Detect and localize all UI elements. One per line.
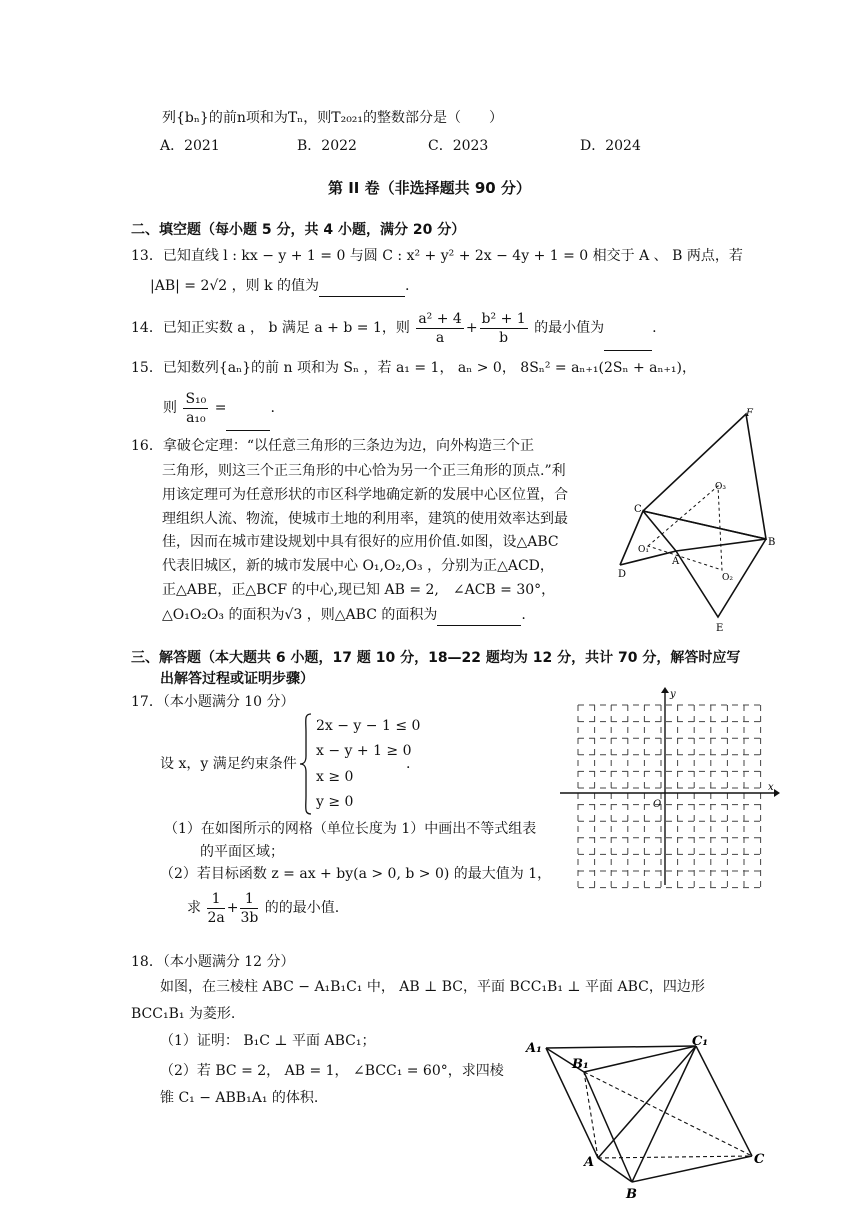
edge-a1c1 <box>546 1046 696 1048</box>
q15-fraction <box>183 390 208 427</box>
edge-ac1 <box>598 1046 696 1158</box>
label-a: A <box>672 556 680 567</box>
q16-text: △O₁O₂O₃ 的面积为√3 ，则△ABC 的面积为 <box>162 607 438 623</box>
napoleon-triangle-figure <box>610 400 780 640</box>
solve-heading-1: 三、解答题（本大题共 6 小题，17 题 10 分，18—22 题均为 12 分，共计 70 分，解答时应写 <box>131 650 741 666</box>
origin-label: O <box>653 799 662 810</box>
edge-c1c <box>696 1046 752 1156</box>
label-c1: C₁ <box>692 1034 709 1049</box>
q14-fraction-2 <box>480 310 528 347</box>
hidden-edge-ab1 <box>584 1072 598 1158</box>
q15-lead: 则 <box>163 400 177 416</box>
q18-line-2: BCC₁B₁ 为菱形. <box>131 1006 236 1022</box>
option-a: A．2021 <box>160 138 220 154</box>
q18-part2-line-1: （2）若 BC = 2， AB = 1， ∠BCC₁ = 60°，求四棱 <box>160 1063 504 1079</box>
q16-answer-blank <box>437 605 521 626</box>
q12-continuation: 列{bₙ}的前n项和为Tₙ，则T₂₀₂₁的整数部分是（ ） <box>162 110 504 126</box>
left-brace <box>298 712 314 816</box>
solve-heading-2: 出解答过程或证明步骤） <box>160 671 314 687</box>
q16-line-4: 理组织人流、物流，使城市土地的利用率，建筑的使用效率达到最 <box>162 511 568 527</box>
q16-line-6: 代表旧城区，新的城市发展中心 O₁,O₂,O₃ ，分别为正△ACD， <box>162 558 554 574</box>
q14-f1-numerator: a² + 4 <box>418 310 462 327</box>
q17-f2-numerator: 1 <box>240 890 258 909</box>
label-a1: A₁ <box>526 1041 542 1056</box>
q16-line-2: 三角形，则这三个正三角形的中心恰为另一个正三角形的顶点.”利 <box>162 463 566 479</box>
q17-part2-line-2: 求 $\frac{1}{2a}$ + $\frac{1}{3b}$ 的的最小值. <box>187 890 340 926</box>
q17-f2-denominator: 3b <box>240 909 259 926</box>
q16-line-8: △O₁O₂O₃ 的面积为√3 ，则△ABC 的面积为 . <box>162 605 526 626</box>
label-b: B <box>768 537 776 548</box>
q17-fraction-1 <box>207 890 224 927</box>
q17-part1-line-1: （1）在如图所示的网格（单位长度为 1）中画出不等式组表 <box>164 821 537 837</box>
q18-line-1: 如图，在三棱柱 ABC − A₁B₁C₁ 中， AB ⊥ BC，平面 BCC₁B₁ ⊥ 平面 ABC，四边形 <box>160 979 705 995</box>
q15-equals: = <box>214 400 227 416</box>
q17-lead: 设 x，y 满足约束条件 <box>160 756 297 772</box>
q15-line-2: 则 $\frac{\text{S₁₀}}{\text{a₁₀}}$ = . <box>163 386 275 430</box>
edge-bc1 <box>632 1046 696 1182</box>
triangle-bcf <box>643 414 766 539</box>
option-c: C．2023 <box>428 138 489 154</box>
constraint-4: y ≥ 0 <box>316 794 354 810</box>
x-axis-label: x <box>768 782 774 793</box>
q13-line-1: 13．已知直线 l : kx − y + 1 = 0 与圆 C : x² + y² + 2x − 4y + 1 = 0 相交于 A 、 B 两点，若 <box>131 248 743 264</box>
prism-figure <box>520 1030 770 1210</box>
q18-part1: （1）证明： B₁C ⊥ 平面 ABC₁； <box>160 1033 376 1049</box>
label-o1: O₁ <box>638 545 649 555</box>
q17-tail: 的的最小值. <box>264 900 340 916</box>
q14-lead: 14．已知正实数 a ， b 满足 a + b = 1，则 <box>131 320 410 336</box>
q17-f1-numerator: 1 <box>207 890 224 909</box>
q15-denominator: a₁₀ <box>186 409 206 426</box>
q14-f2-numerator: b² + 1 <box>481 310 526 327</box>
label-c: C <box>634 504 642 515</box>
q16-line-3: 用该定理可为任意形状的市区科学地确定新的发展中心区位置，合 <box>162 487 568 503</box>
q17-part2-line-1: （2）若目标函数 z = ax + by(a > 0, b > 0) 的最大值为 1， <box>160 866 552 882</box>
label-c: C <box>754 1152 765 1167</box>
q17-f1-denominator: 2a <box>207 909 225 926</box>
hidden-edge-b1c <box>584 1072 752 1156</box>
q13-answer-blank <box>319 276 405 297</box>
q15-answer-blank <box>226 386 270 431</box>
side-cb <box>643 511 766 539</box>
q18-title: 18．（本小题满分 12 分） <box>131 954 295 970</box>
option-b: B．2022 <box>297 138 357 154</box>
q14-line: 14．已知正实数 a ， b 满足 a + b = 1，则 $\frac{\text{a² + 4}}{a}$ + $\frac{\text{b² + 1}}{b}$ 的最小值为 . <box>131 306 657 350</box>
q18-part2-line-2: 锥 C₁ − ABB₁A₁ 的体积. <box>160 1090 319 1106</box>
q17-part1-line-2: 的平面区域； <box>200 844 284 860</box>
edge-b1c1 <box>584 1046 696 1072</box>
section-ii-title: 第 II 卷（非选择题共 90 分） <box>328 179 531 197</box>
option-d: D．2024 <box>580 138 641 154</box>
coordinate-grid-figure <box>556 685 780 895</box>
label-e: E <box>716 623 724 634</box>
q14-f1-denominator: a <box>435 329 445 346</box>
y-axis-label: y <box>670 689 676 700</box>
q13-text: |AB| = 2√2 ，则 k 的值为 <box>150 278 320 294</box>
q17-title: 17．（本小题满分 10 分） <box>131 694 295 710</box>
label-o2: O₂ <box>722 573 733 583</box>
q17-fraction-2 <box>240 890 258 927</box>
label-b: B <box>626 1187 637 1202</box>
q17-lead-2: 求 <box>187 900 201 916</box>
label-d: D <box>618 569 627 580</box>
x-axis-arrow <box>774 789 780 797</box>
q16-line-1: 16．拿破仑定理：“以任意三角形的三条边为边，向外构造三个正 <box>131 438 534 454</box>
y-axis-arrow <box>661 687 669 693</box>
q14-answer-blank <box>604 306 652 351</box>
constraint-1: 2x − y − 1 ≤ 0 <box>316 718 421 734</box>
q15-numerator: S₁₀ <box>185 390 207 407</box>
q14-fraction-1 <box>416 310 464 347</box>
q14-tail: 的最小值为 <box>534 320 605 336</box>
edge-bc <box>632 1156 752 1182</box>
triangle-acd <box>620 511 676 565</box>
q15-line-1: 15．已知数列{aₙ}的前 n 项和为 Sₙ ，若 a₁ = 1， aₙ > 0， 8Sₙ² = aₙ₊₁(2Sₙ + aₙ₊₁)， <box>131 360 697 376</box>
constraint-2: x − y + 1 ≥ 0 <box>316 743 412 759</box>
center-triangle <box>648 486 722 570</box>
label-o3: O₃ <box>715 482 726 492</box>
label-b1: B₁ <box>572 1057 589 1072</box>
label-a: A <box>584 1155 595 1170</box>
q13-line-2: |AB| = 2√2 ，则 k 的值为 . <box>150 276 410 297</box>
q12-options <box>160 136 680 156</box>
fill-blank-heading: 二、填空题（每小题 5 分，共 4 小题，满分 20 分） <box>131 222 466 238</box>
q16-line-5: 佳，因而在城市建设规划中具有很好的应用价值.如图，设△ABC <box>162 534 559 550</box>
q14-f2-denominator: b <box>499 329 509 346</box>
label-f: F <box>746 408 753 419</box>
constraint-3: x ≥ 0 <box>316 769 354 785</box>
q16-line-7: 正△ABE，正△BCF 的中心,现已知 AB = 2, ∠ACB = 30°， <box>162 582 556 598</box>
